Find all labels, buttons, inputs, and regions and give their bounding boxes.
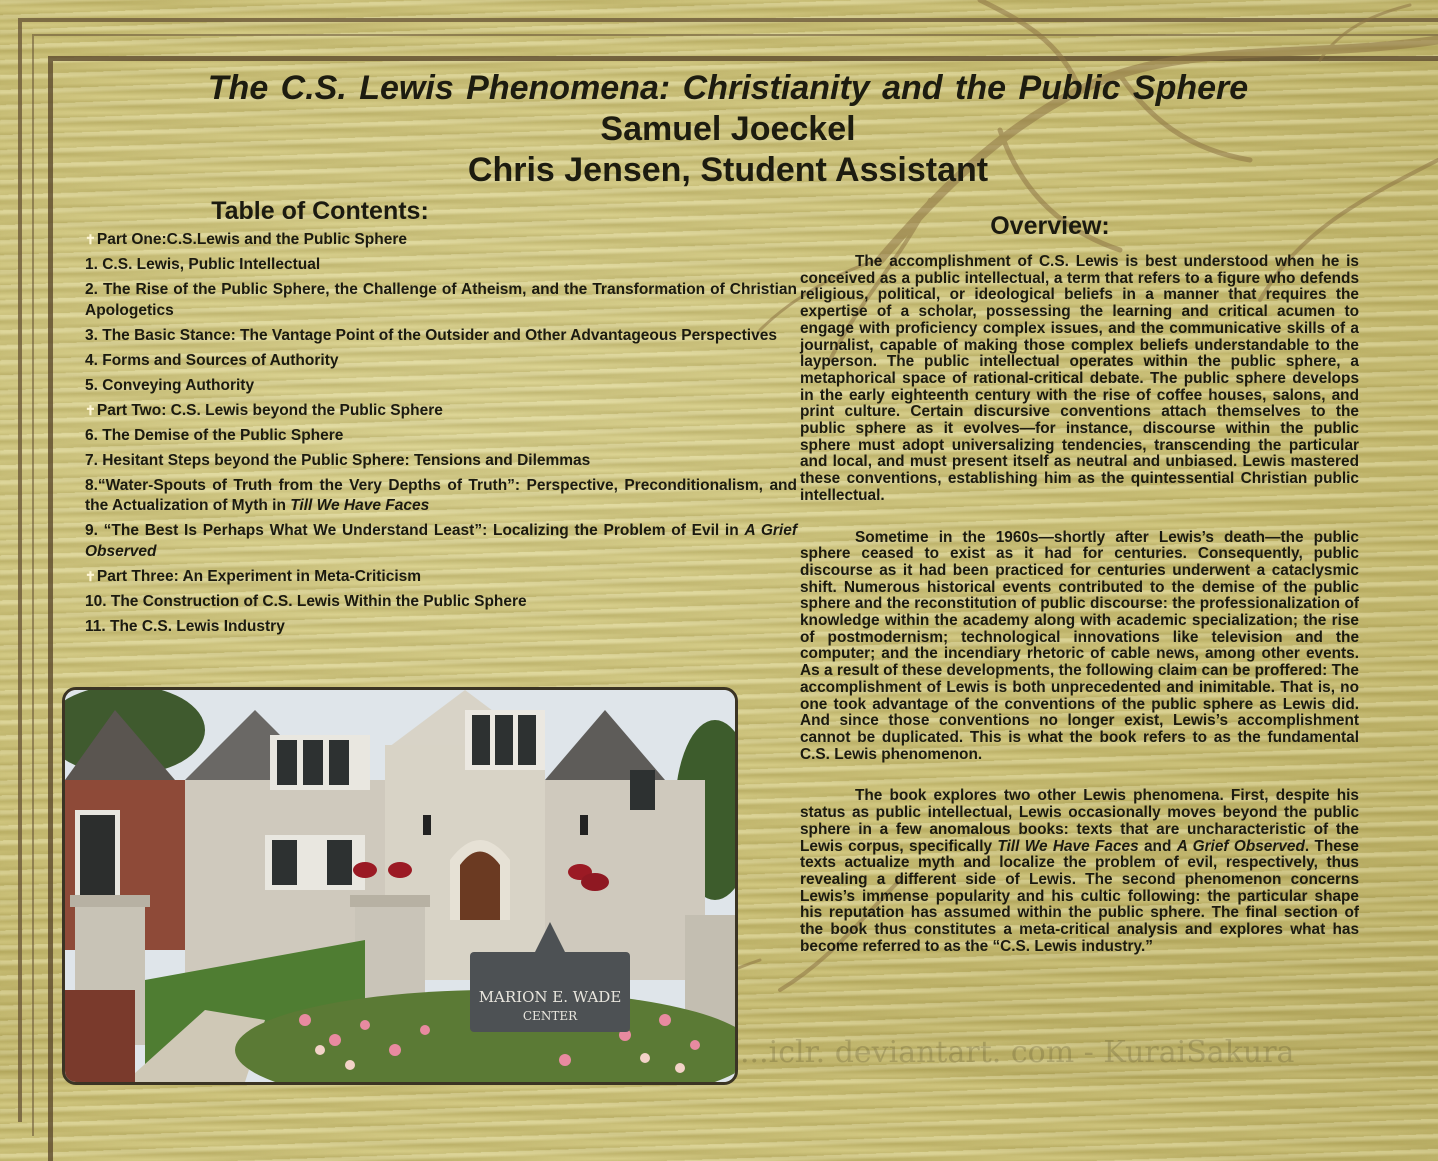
sign-line-1: MARION E. WADE xyxy=(478,988,622,1006)
author-name: Samuel Joeckel xyxy=(600,110,856,148)
wade-center-photo xyxy=(62,687,738,1085)
overview-text xyxy=(800,254,1359,980)
cross-icon: ✝ xyxy=(85,232,96,247)
cross-icon: ✝ xyxy=(85,568,96,584)
overview-paragraph-3: The book explores two other Lewis phenomena. First, despite his status as public intellectual, Lewis occasionally moves beyond the public sphere in a few anomalous books: texts that are uncharacteristic of the Lewis corpus, specifically Till We Have Faces and A Grief Observed. These texts actualize myth and localize the problem of evil, respectively, thus revealing a different side of Lewis. The second phenomenon concerns Lewis’s immense popularity and his cultic following: the particular shape his reputation has assumed within the public sphere. The final section of the book thus constitutes a meta-critical analysis and explores what has become referred to as the “C.S. Lewis industry.” xyxy=(800,787,1359,955)
cross-icon: ✝ xyxy=(85,402,96,418)
poster-title: The C.S. Lewis Phenomena: Christianity and the Public Sphere xyxy=(207,69,1249,107)
toc-part-heading: ✝Part One:C.S.Lewis and the Public Sphere xyxy=(85,230,797,251)
toc-heading: Table of Contents: xyxy=(211,197,429,225)
toc-chapter-item: 9. “The Best Is Perhaps What We Understand Least”: Localizing the Problem of Evil in A Grief Observed xyxy=(85,522,797,560)
sign-line-2: CENTER xyxy=(522,1009,578,1023)
toc-chapter-item: 2. The Rise of the Public Sphere, the Challenge of Atheism, and the Transformation of Christian Apologetics xyxy=(85,281,797,319)
assistant-name: Chris Jensen, Student Assistant xyxy=(467,151,989,189)
toc-chapter-item: 3. The Basic Stance: The Vantage Point of the Outsider and Other Advantageous Perspectives xyxy=(85,326,777,344)
deviantart-watermark: ...iclr. deviantart. com - KuraiSakura xyxy=(740,1035,1295,1070)
toc-chapter-item: 4. Forms and Sources of Authority xyxy=(85,351,339,369)
toc-chapter-item: 7. Hesitant Steps beyond the Public Sphere: Tensions and Dilemmas xyxy=(85,451,591,469)
toc-chapter-item: 1. C.S. Lewis, Public Intellectual xyxy=(85,256,321,273)
overview-paragraph-2: Sometime in the 1960s—shortly after Lewis’s death—the public sphere ceased to exist as it had for centuries. Consequently, public discourse as it had been practiced for centuries underwent a cataclysmic shift. Numerous historical events contributed to the demise of the public sphere and the reconstitution of public discourse: the professionalization of knowledge within the academy along with academic specialization; the rise of postmodernism; technological innovations like television and the computer; and the incendiary rhetoric of cable news, among other events. As a result of these developments, the following claim can be proffered: The accomplishment of Lewis is both unprecedented and inimitable. That is, no one took advantage of the conventions of the public sphere as Lewis did. And since those conventions no longer exist, Lewis’s accomplishment cannot be duplicated. This is what the book refers to as the fundamental C.S. Lewis phenomenon. xyxy=(800,528,1359,763)
toc-part-heading: ✝Part Three: An Experiment in Meta-Criticism xyxy=(85,567,797,588)
overview-heading: Overview: xyxy=(990,212,1110,240)
toc-chapter-item: 8.“Water-Spouts of Truth from the Very Depths of Truth”: Perspective, Preconditionalism, and the Actualization of Myth in Till We Have Faces xyxy=(85,476,797,514)
toc-chapter-item: 11. The C.S. Lewis Industry xyxy=(85,617,285,635)
table-of-contents xyxy=(85,230,797,642)
toc-part-heading: ✝Part Two: C.S. Lewis beyond the Public Sphere xyxy=(85,401,797,422)
poster-header xyxy=(100,68,1356,191)
overview-paragraph-1: The accomplishment of C.S. Lewis is best understood when he is conceived as a public intellectual, a term that refers to a figure who defends religious, political, or ideological beliefs in a manner that requires the expertise of a scholar, possessing the learning and critical acumen to engage with proficiency complex issues, and the communicative skills of a journalist, capable of making those complex beliefs understandable to the layperson. The public intellectual operates within the public sphere, a metaphorical space of rational-critical debate. The public sphere develops in the early eighteenth century with the rise of coffee houses, salons, and print culture. Certain discursive conventions attach themselves to the public sphere as it evolves—for instance, discourse within the public sphere must adopt universalizing tendencies, transcending the particular and local, and must present itself as neutral and unbiased. Lewis mastered these conventions, establishing him as the quintessential Christian public intellectual. xyxy=(800,253,1359,504)
toc-chapter-item: 10. The Construction of C.S. Lewis Within the Public Sphere xyxy=(85,592,527,610)
toc-chapter-item: 5. Conveying Authority xyxy=(85,376,255,394)
toc-chapter-item: 6. The Demise of the Public Sphere xyxy=(85,426,344,444)
